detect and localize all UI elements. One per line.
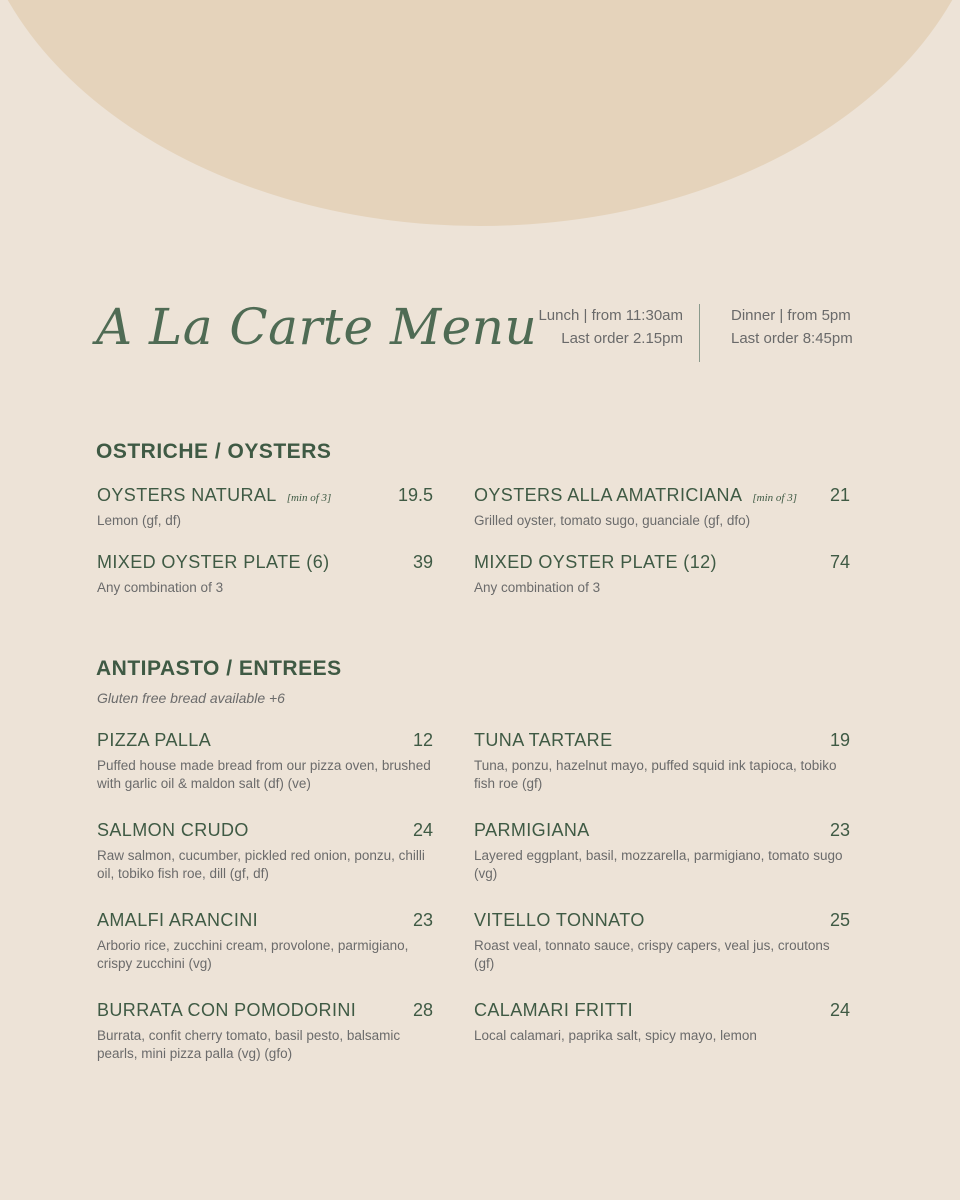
item-name: MIXED OYSTER PLATE (6) [97, 552, 330, 572]
menu-item [474, 910, 850, 973]
menu-title: A La Carte Menu [96, 298, 538, 356]
item-price: 19.5 [397, 485, 433, 505]
item-name: PIZZA PALLA [97, 730, 212, 750]
item-price: 74 [829, 552, 850, 572]
item-description: Any combination of 3 [97, 580, 224, 595]
item-min-note: [min of 3] [752, 492, 797, 504]
item-name-wrap [97, 485, 433, 506]
section-title-oysters: OSTRICHE / OYSTERS [96, 440, 332, 463]
menu-item [474, 485, 850, 530]
item-description: Arborio rice, zucchini cream, provolone, parmigiano, crispy zucchini (vg) [97, 938, 409, 971]
section-title-antipasto: ANTIPASTO / ENTREES [96, 657, 342, 680]
lunch-hours [538, 304, 700, 362]
decorative-arc [0, 0, 960, 226]
item-name: PARMIGIANA [474, 820, 590, 840]
lunch-last-order: Last order 2.15pm [561, 330, 683, 347]
item-description: Puffed house made bread from our pizza oven, brushed with garlic oil & maldon salt (df) (ve) [97, 758, 431, 791]
item-name: OYSTERS ALLA AMATRICIANA [474, 485, 743, 505]
dinner-last-order: Last order 8:45pm [731, 330, 853, 347]
item-description: Grilled oyster, tomato sugo, guanciale (gf, dfo) [474, 513, 751, 528]
item-description: Layered eggplant, basil, mozzarella, parmigiano, tomato sugo (vg) [474, 848, 843, 881]
item-description: Raw salmon, cucumber, pickled red onion, ponzu, chilli oil, tobiko fish roe, dill (gf, df) [97, 848, 425, 881]
section-note: Gluten free bread available +6 [97, 690, 285, 706]
item-description: Lemon (gf, df) [97, 513, 182, 528]
item-name: VITELLO TONNATO [474, 910, 645, 930]
menu-item [474, 552, 850, 597]
menu-item [474, 820, 850, 883]
item-min-note: [min of 3] [286, 492, 332, 504]
item-name: TUNA TARTARE [474, 730, 613, 750]
item-description: Tuna, ponzu, hazelnut mayo, puffed squid ink tapioca, tobiko fish roe (gf) [474, 758, 837, 791]
dinner-hours [731, 304, 853, 362]
item-price: 21 [829, 485, 850, 505]
item-price: 24 [829, 1000, 850, 1020]
menu-item [97, 910, 433, 973]
item-description: Any combination of 3 [474, 580, 601, 595]
item-description: Local calamari, paprika salt, spicy mayo, lemon [474, 1028, 757, 1043]
item-price: 23 [412, 910, 433, 930]
item-name: OYSTERS NATURAL [97, 485, 277, 505]
lunch-hours-line: Lunch | from 11:30am [538, 307, 683, 324]
item-name: CALAMARI FRITTI [474, 1000, 634, 1020]
item-name: BURRATA CON POMODORINI [97, 1000, 357, 1020]
item-price: 24 [412, 820, 433, 840]
menu-item [97, 730, 433, 793]
item-price: 23 [829, 820, 850, 840]
item-description: Burrata, confit cherry tomato, basil pesto, balsamic pearls, mini pizza palla (vg) (gfo) [97, 1028, 401, 1061]
item-price: 25 [829, 910, 850, 930]
item-price: 19 [829, 730, 850, 750]
item-price: 12 [412, 730, 433, 750]
item-price: 39 [412, 552, 433, 572]
menu-item [97, 820, 433, 883]
item-price: 28 [412, 1000, 433, 1020]
item-name: MIXED OYSTER PLATE (12) [474, 552, 717, 572]
item-name: SALMON CRUDO [97, 820, 249, 840]
item-description: Roast veal, tonnato sauce, crispy capers, veal jus, croutons (gf) [474, 938, 830, 971]
dinner-hours-line: Dinner | from 5pm [731, 307, 851, 324]
menu-item [97, 552, 433, 597]
menu-item [97, 1000, 433, 1063]
item-name-wrap [474, 485, 850, 506]
menu-item [474, 1000, 850, 1045]
item-name: AMALFI ARANCINI [97, 910, 259, 930]
menu-item [97, 485, 433, 530]
menu-item [474, 730, 850, 793]
